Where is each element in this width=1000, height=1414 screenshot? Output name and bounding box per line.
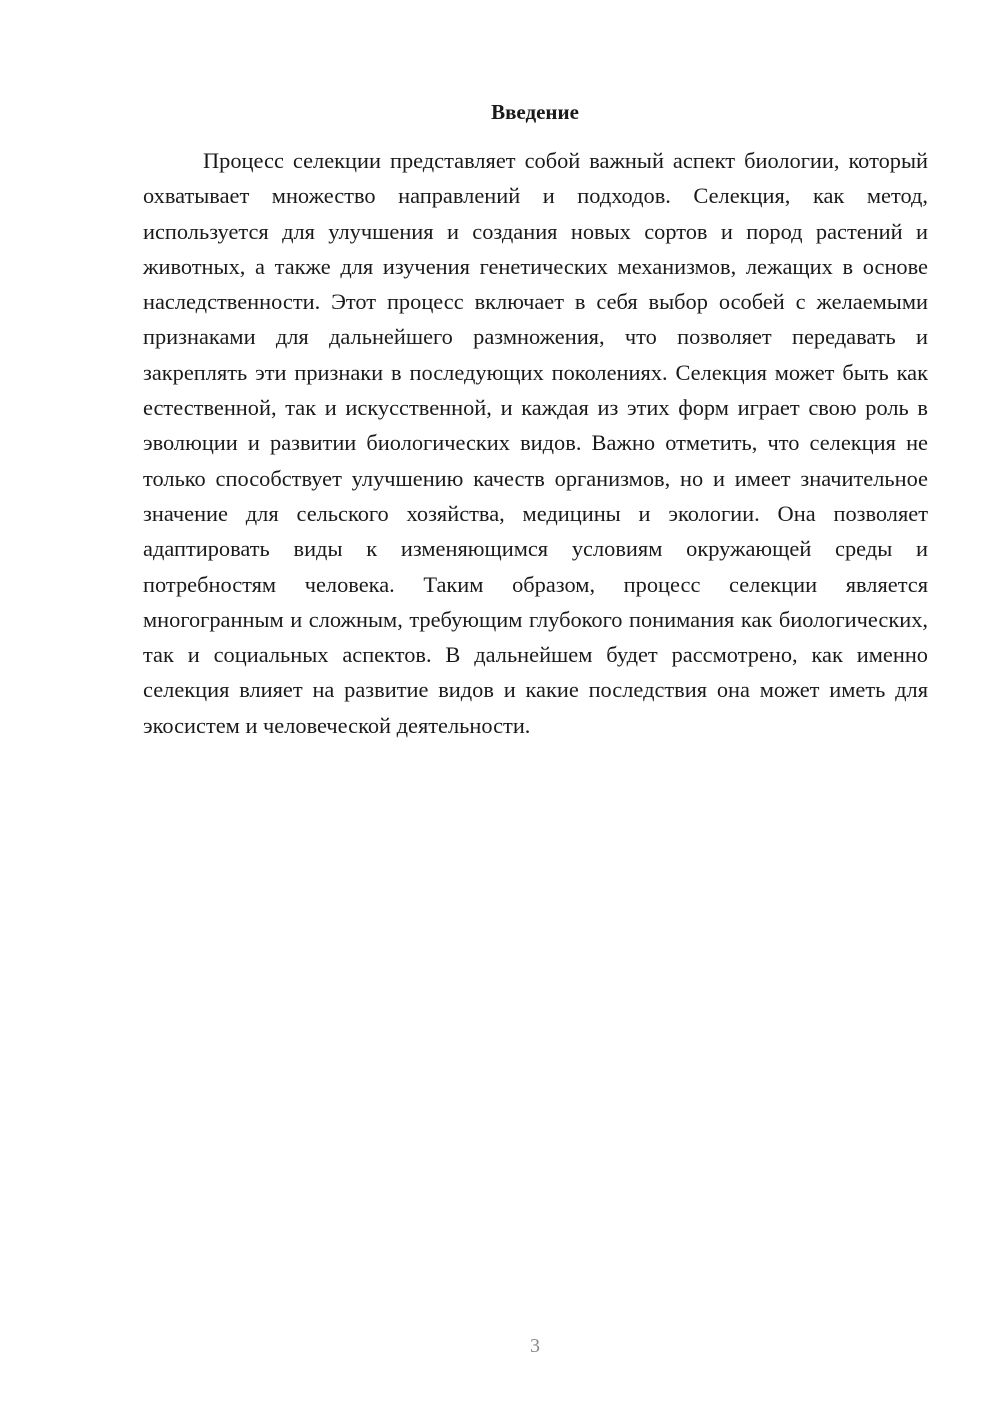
section-title: Введение	[491, 100, 579, 124]
body-paragraph: Процесс селекции представляет собой важный аспект биологии, который охватывает множество направлений и подходов. Селекция, как метод, используется для улучшения и создания новых сортов и пород растений и животных, а также для изучения генетических механизмов, лежащих в основе наследственности. Этот процесс включает в себя выбор особей с желаемыми признаками для дальнейшего размножения, что позволяет передавать и закреплять эти признаки в последующих поколениях. Селекция может быть как естественной, так и искусственной, и каждая из этих форм играет свою роль в эволюции и развитии биологических видов. Важно отметить, что селекция не только способствует улучшению качеств организмов, но и имеет значительное значение для сельского хозяйства, медицины и экологии. Она позволяет адаптировать виды к изменяющимся условиям окружающей среды и потребностям человека. Таким образом, процесс селекции является многогранным и сложным, требующим глубокого понимания как биологических, так и социальных аспектов. В дальнейшем будет рассмотрено, как именно селекция влияет на развитие видов и какие последствия она может иметь для экосистем и человеческой деятельности.	[143, 148, 928, 738]
page-number: 3	[530, 1335, 540, 1357]
